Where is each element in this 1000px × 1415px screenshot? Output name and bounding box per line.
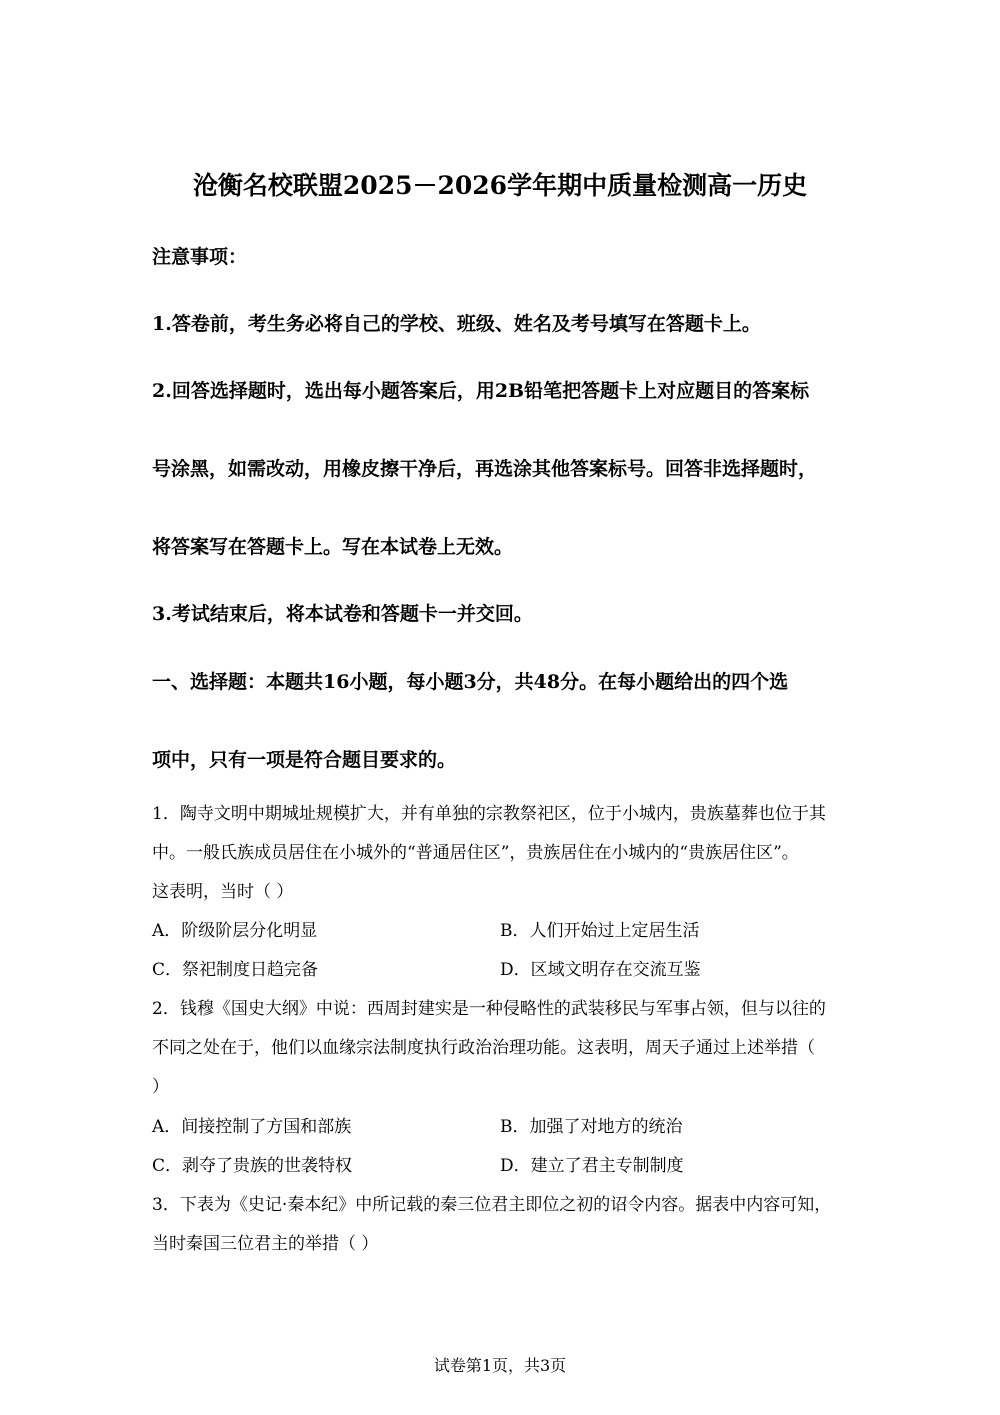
notice-item-2-line-3: 将答案写在答题卡上。写在本试卷上无效。 (152, 536, 514, 558)
page-title: 沧衡名校联盟2025－2026学年期中质量检测高一历史 (192, 171, 808, 200)
question-1-line-1: 1．陶寺文明中期城址规模扩大，并有单独的宗教祭祀区，位于小城内，贵族墓葬也位于其 (152, 804, 826, 824)
section-heading-line-2: 项中，只有一项是符合题目要求的。 (152, 749, 457, 771)
question-1-option-a: A．阶级阶层分化明显 (152, 921, 318, 941)
section-heading-line-1: 一、选择题：本题共16小题，每小题3分，共48分。在每小题给出的四个选 (152, 671, 789, 693)
question-1-line-2: 中。一般氏族成员居住在小城外的“普通居住区”，贵族居住在小城内的“贵族居住区”。 (152, 843, 799, 863)
question-3-line-2: 当时秦国三位君主的举措（ ） (152, 1234, 379, 1254)
notice-item-1: 1.答卷前，考生务必将自己的学校、班级、姓名及考号填写在答题卡上。 (152, 313, 761, 335)
question-1-option-c: C．祭祀制度日趋完备 (152, 960, 319, 980)
question-2-option-b: B．加强了对地方的统治 (500, 1117, 683, 1137)
page-footer: 试卷第1页，共3页 (433, 1356, 567, 1375)
question-2-line-2: 不同之处在于，他们以血缘宗法制度执行政治治理功能。这表明，周天子通过上述举措（ (152, 1038, 815, 1058)
notice-item-2-line-2: 号涂黑，如需改动，用橡皮擦干净后，再选涂其他答案标号。回答非选择题时， (152, 458, 818, 480)
question-2-option-a: A．间接控制了方国和部族 (152, 1117, 352, 1137)
question-2-option-d: D．建立了君主专制制度 (500, 1156, 684, 1176)
question-3-line-1: 3．下表为《史记·秦本纪》中所记载的秦三位君主即位之初的诏令内容。据表中内容可知， (152, 1195, 832, 1215)
notice-item-2-line-1: 2.回答选择题时，选出每小题答案后，用2B铅笔把答题卡上对应题目的答案标 (152, 380, 810, 402)
question-1-option-d: D．区域文明存在交流互鉴 (500, 960, 701, 980)
question-2-option-c: C．剥夺了贵族的世袭特权 (152, 1156, 353, 1176)
notice-heading: 注意事项： (152, 246, 248, 268)
notice-item-3: 3.考试结束后，将本试卷和答题卡一并交回。 (152, 603, 533, 625)
question-2-line-1: 2．钱穆《国史大纲》中说：西周封建实是一种侵略性的武装移民与军事占领，但与以往的 (152, 999, 826, 1019)
question-1-line-3: 这表明，当时（ ） (152, 882, 294, 902)
question-1-option-b: B．人们开始过上定居生活 (500, 921, 700, 941)
question-2-line-3: ） (152, 1077, 169, 1097)
